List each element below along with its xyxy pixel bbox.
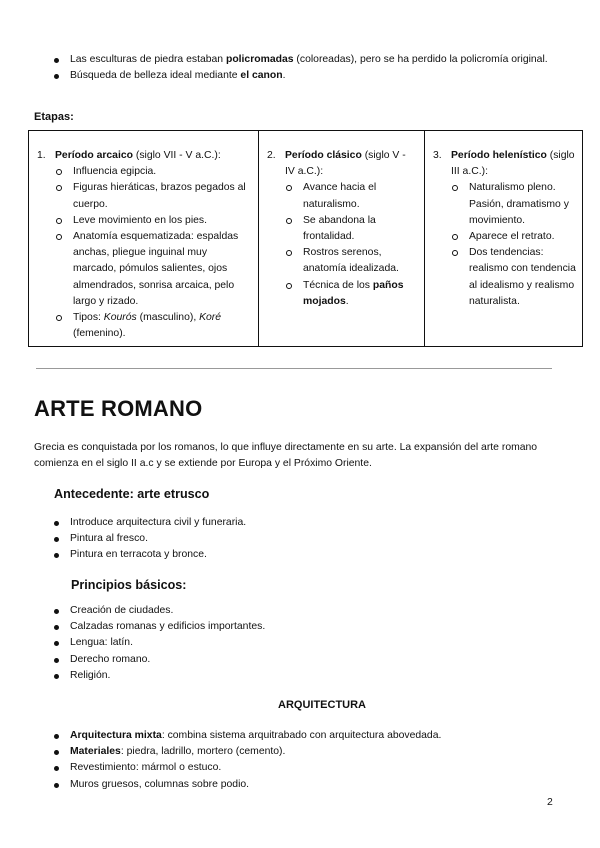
list-item: Religión. [54,668,564,684]
list-item: Muros gruesos, columnas sobre podio. [54,777,564,793]
stage-list [433,180,576,310]
page-number: 2 [547,797,553,808]
list-item: Introduce arquitectura civil y funeraria. [54,515,564,531]
intro-paragraph: Grecia es conquistada por los romanos, lo que influye directamente en su arte. La expansión del arte romano comienza en el siglo II a.c y se extiende por Europa y el Próximo Oriente. [34,442,538,470]
list-item: Las esculturas de piedra estaban policromadas (coloreadas), pero se ha perdido la policromía original. [54,52,564,68]
horizontal-divider [36,368,552,369]
list-item: Arquitectura mixta: combina sistema arquitrabado con arquitectura abovedada. [54,728,564,744]
list-item: Calzadas romanas y edificios importantes. [54,619,564,635]
arquitectura-list [54,728,564,793]
list-item: Revestimiento: mármol o estuco. [54,760,564,776]
list-item: Pintura al fresco. [54,531,564,547]
list-item: Pintura en terracota y bronce. [54,547,564,563]
stage-title: 1. Período arcaico (siglo VII - V a.C.): [37,150,221,161]
principios-heading: Principios básicos: [71,578,187,592]
list-item: Aparece el retrato. [469,229,576,245]
top-bullet-list [54,52,564,84]
stage-title: 2. Período clásico (siglo V - IV a.C.): [267,150,406,178]
antecedente-heading: Antecedente: arte etrusco [54,487,210,501]
list-item: Búsqueda de belleza ideal mediante el canon. [54,68,564,84]
antecedente-list [54,515,564,564]
list-item: Lengua: latín. [54,635,564,651]
list-item: Materiales: piedra, ladrillo, mortero (cemento). [54,744,564,760]
list-item: Rostros serenos, anatomía idealizada. [303,245,418,277]
list-item: Influencia egipcia. [73,164,252,180]
list-item: Leve movimiento en los pies. [73,213,252,229]
list-item: Figuras hieráticas, brazos pegados al cuerpo. [73,180,252,212]
list-item: Avance hacia el naturalismo. [303,180,418,212]
stage-cell-helenistico [425,131,583,347]
stages-table [28,130,583,347]
list-item: Técnica de los paños mojados. [303,278,418,310]
stage-title: 3. Período helenístico (siglo III a.C.): [433,150,575,178]
principios-list [54,603,564,684]
section-title: ARTE ROMANO [34,396,203,421]
arquitectura-heading: ARQUITECTURA [278,699,366,711]
stage-list [37,164,252,342]
etapas-heading: Etapas: [34,111,74,123]
list-item: Derecho romano. [54,652,564,668]
stage-cell-arcaico [29,131,259,347]
list-item: Anatomía esquematizada: espaldas anchas, pliegue inguinal muy marcado, pómulos salientes, ojos almendrados, sonrisa arcaica, pelo largo y rizado. [73,229,252,310]
list-item: Dos tendencias: realismo con tendencia al idealismo y realismo naturalista. [469,245,576,310]
list-item: Se abandona la frontalidad. [303,213,418,245]
stage-cell-clasico [259,131,425,347]
list-item: Creación de ciudades. [54,603,564,619]
list-item: Naturalismo pleno. Pasión, dramatismo y movimiento. [469,180,576,229]
stage-list [267,180,418,310]
list-item: Tipos: Kourós (masculino), Koré (femenino). [73,310,252,342]
